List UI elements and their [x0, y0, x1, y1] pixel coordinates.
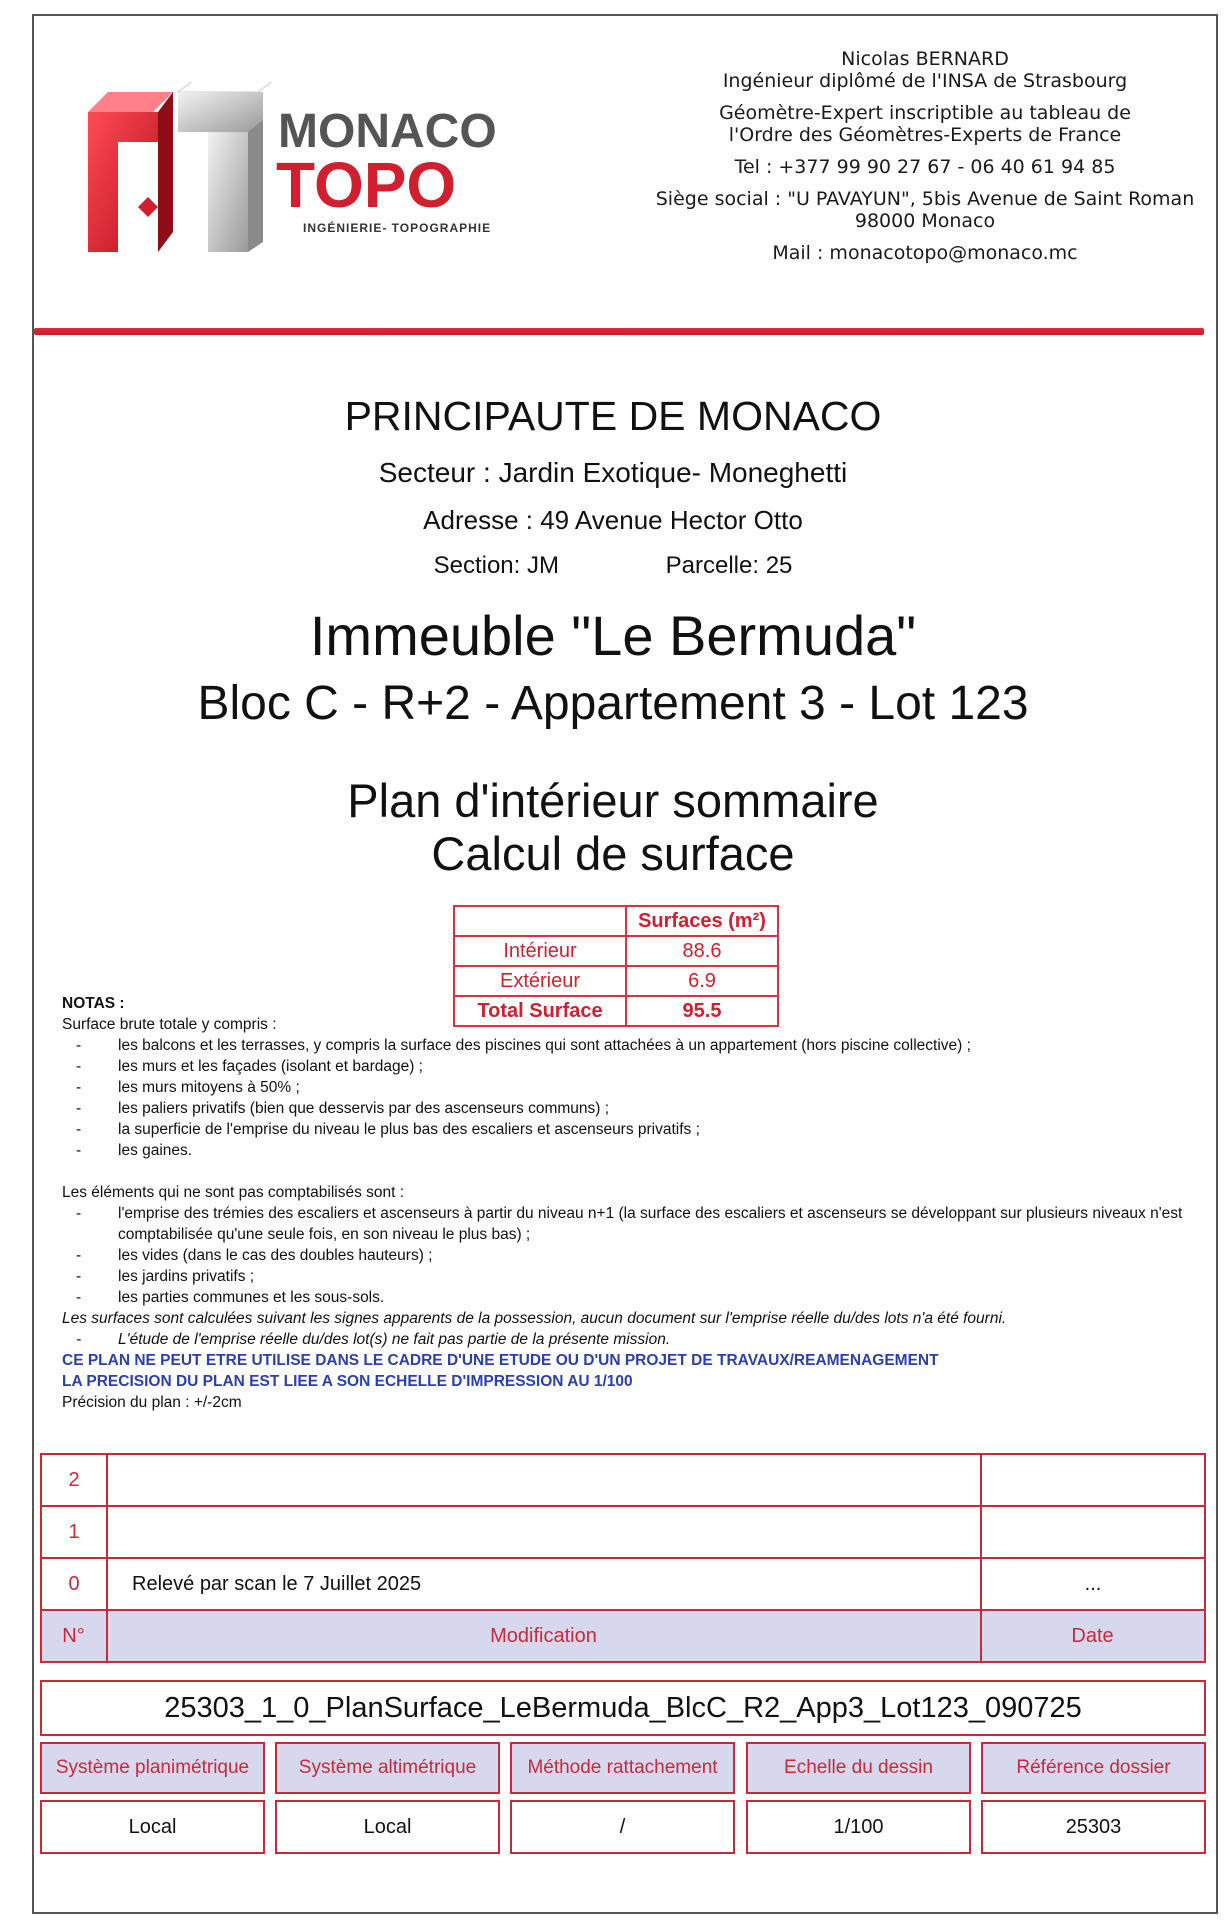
list-item: - les jardins privatifs ;: [62, 1266, 1192, 1287]
revision-description: [107, 1454, 981, 1506]
surfaces-header-blank: [454, 906, 626, 936]
header-number: N°: [41, 1610, 107, 1662]
warning-line-1: CE PLAN NE PEUT ETRE UTILISE DANS LE CADRE D'UNE ETUDE OU D'UN PROJET DE TRAVAUX/REAMENAGEMENT: [62, 1352, 939, 1369]
surface-value: 6.9: [626, 966, 778, 996]
info-box: [981, 1742, 1206, 1854]
info-label: Système altimétrique: [275, 1742, 500, 1794]
engineer-name: Nicolas BERNARD: [841, 48, 1009, 70]
info-label: Méthode rattachement: [510, 1742, 735, 1794]
info-value: Local: [275, 1800, 500, 1854]
logo-tagline: INGÉNIERIE- TOPOGRAPHIE: [303, 221, 492, 235]
list-item: - les murs mitoyens à 50% ;: [62, 1077, 1192, 1098]
table-row: [41, 1454, 1205, 1506]
info-label: Système planimétrique: [40, 1742, 265, 1794]
table-row: [454, 966, 778, 996]
country-title: PRINCIPAUTE DE MONACO: [344, 393, 882, 439]
unit-title: Bloc C - R+2 - Appartement 3 - Lot 123: [197, 677, 1029, 730]
info-value: Local: [40, 1800, 265, 1854]
sector-line: Secteur : Jardin Exotique- Moneghetti: [378, 457, 848, 488]
revision-date: ...: [981, 1558, 1205, 1610]
engineer-title: Ingénieur diplômé de l'INSA de Strasbourg: [722, 70, 1128, 92]
info-label: Référence dossier: [981, 1742, 1206, 1794]
notes-intro-excluded: Les éléments qui ne sont pas comptabilisés sont :: [62, 1184, 405, 1201]
surfaces-header-row: [454, 906, 778, 936]
parcel-label: Parcelle: 25: [665, 552, 793, 579]
surface-value: 88.6: [626, 936, 778, 966]
info-box: [746, 1742, 971, 1854]
section-label: Section: JM: [433, 552, 559, 579]
info-box: [40, 1742, 265, 1854]
surface-value: 95.5: [626, 996, 778, 1026]
revision-date: [981, 1454, 1205, 1506]
expert-line-1: Géomètre-Expert inscriptible au tableau de: [719, 102, 1131, 124]
plan-title: Plan d'intérieur sommaire: [347, 774, 879, 827]
revision-number: 0: [41, 1558, 107, 1610]
surfaces-header: Surfaces (m²): [626, 906, 778, 936]
included-list: [62, 1035, 1192, 1161]
file-reference: 25303_1_0_PlanSurface_LeBermuda_BlcC_R2_App3_Lot123_090725: [40, 1680, 1206, 1736]
notes-heading: NOTAS :: [62, 995, 125, 1012]
list-item: - les balcons et les terrasses, y compris la surface des piscines qui sont attachées à un appartement (hors piscine collective) ;: [62, 1035, 1192, 1056]
list-item: - l'emprise des trémies des escaliers et ascenseurs à partir du niveau n+1 (la surface des escaliers et ascenseurs se développant sur plusieurs niveaux n'est comptabilisée qu'une seule fois, en son niveau le plus bas) ;: [62, 1203, 1192, 1245]
table-row: [41, 1506, 1205, 1558]
table-row: [41, 1558, 1205, 1610]
info-label: Echelle du dessin: [746, 1742, 971, 1794]
surface-label: Total Surface: [454, 996, 626, 1026]
expert-line-2: l'Ordre des Géomètres-Experts de France: [728, 124, 1122, 146]
office-line-2: 98000 Monaco: [854, 210, 996, 232]
header-date: Date: [981, 1610, 1205, 1662]
contact-block: [640, 48, 1210, 264]
address-line: Adresse : 49 Avenue Hector Otto: [423, 505, 803, 535]
calc-title: Calcul de surface: [431, 827, 795, 880]
modification-header-row: [41, 1610, 1205, 1662]
revision-number: 2: [41, 1454, 107, 1506]
info-box: [510, 1742, 735, 1854]
logo-text-topo: TOPO: [276, 149, 457, 221]
info-value: 1/100: [746, 1800, 971, 1854]
notes-intro-included: Surface brute totale y compris :: [62, 1016, 277, 1033]
info-value: 25303: [981, 1800, 1206, 1854]
info-value: /: [510, 1800, 735, 1854]
building-title: Immeuble "Le Bermuda": [309, 604, 917, 667]
list-item: - la superficie de l'emprise du niveau le plus bas des escaliers et ascenseurs privatifs ;: [62, 1119, 1192, 1140]
logo-text-monaco: MONACO: [278, 105, 497, 158]
revision-number: 1: [41, 1506, 107, 1558]
precision-line: Précision du plan : +/-2cm: [62, 1394, 242, 1411]
office-line-1: Siège social : "U PAVAYUN", 5bis Avenue de Saint Roman: [655, 188, 1195, 210]
phone: Tel : +377 99 90 27 67 - 06 40 61 94 85: [734, 156, 1116, 178]
monaco-topo-logo: [78, 82, 558, 257]
surface-label: Extérieur: [454, 966, 626, 996]
list-item: - les parties communes et les sous-sols.: [62, 1287, 1192, 1308]
notes-section: [62, 993, 1192, 1413]
list-item: - les paliers privatifs (bien que desservis par des ascenseurs communs) ;: [62, 1098, 1192, 1119]
list-item: - les vides (dans le cas des doubles hauteurs) ;: [62, 1245, 1192, 1266]
warning-line-2: LA PRECISION DU PLAN EST LIEE A SON ECHELLE D'IMPRESSION AU 1/100: [62, 1373, 633, 1390]
list-item: - L'étude de l'emprise réelle du/des lot(s) ne fait pas partie de la présente mission.: [62, 1329, 1192, 1350]
notes-italic-1: Les surfaces sont calculées suivant les signes apparents de la possession, aucun document sur l'emprise réelle du/des lots n'a été fourni.: [62, 1310, 1007, 1327]
info-box: [275, 1742, 500, 1854]
email: Mail : monacotopo@monaco.mc: [772, 242, 1078, 264]
italic-list: [62, 1329, 1192, 1350]
info-boxes: [40, 1742, 1206, 1854]
cadastre-line: [0, 552, 1226, 580]
header-modification: Modification: [107, 1610, 981, 1662]
revision-description: Relevé par scan le 7 Juillet 2025: [107, 1558, 981, 1610]
excluded-list: [62, 1203, 1192, 1308]
table-row: [454, 936, 778, 966]
revision-description: [107, 1506, 981, 1558]
revision-date: [981, 1506, 1205, 1558]
modification-table: [40, 1453, 1206, 1663]
list-item: - les gaines.: [62, 1140, 1192, 1161]
list-item: - les murs et les façades (isolant et bardage) ;: [62, 1056, 1192, 1077]
header-divider: [34, 328, 1204, 335]
surface-label: Intérieur: [454, 936, 626, 966]
